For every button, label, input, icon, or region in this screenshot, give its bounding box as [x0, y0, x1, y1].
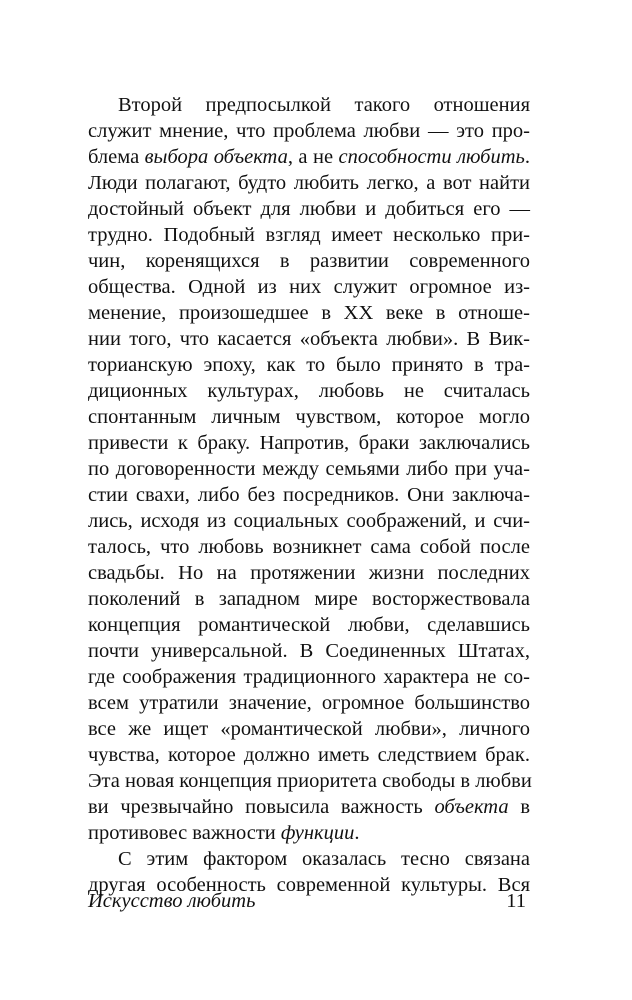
- text-segment: служит мнение, что проблема любви — это про-: [88, 120, 530, 142]
- text-line: [88, 586, 530, 612]
- italic-text: объекта: [434, 796, 509, 818]
- text-segment: Эта новая концепция приоритета свободы в любви: [88, 770, 532, 792]
- text-line: [88, 92, 530, 118]
- text-segment: свадьбы. Но на протяжении жизни последних: [88, 562, 530, 584]
- text-line: [88, 846, 530, 872]
- text-line: [88, 274, 530, 300]
- text-line: [88, 222, 530, 248]
- text-line: [88, 612, 530, 638]
- text-segment: .: [524, 146, 531, 168]
- body-text: [88, 92, 530, 898]
- text-segment: С этим фактором оказалась тесно связана: [118, 848, 530, 870]
- text-line: [88, 248, 530, 274]
- running-title: Искусство любить: [88, 890, 256, 912]
- text-line: [88, 794, 530, 820]
- text-line: [88, 716, 530, 742]
- text-line: [88, 456, 530, 482]
- text-line: [88, 170, 530, 196]
- text-segment: нии того, что касается «объекта любви». В Вик-: [88, 328, 530, 350]
- text-line: [88, 638, 530, 664]
- text-line: [88, 196, 530, 222]
- text-segment: ви чрезвычайно повысила важность: [88, 796, 435, 818]
- text-segment: Второй предпосылкой такого отношения: [118, 94, 530, 116]
- text-line: [88, 300, 530, 326]
- text-segment: поколений в западном мире восторжествовала: [88, 588, 530, 610]
- text-line: [88, 742, 530, 768]
- text-line: [88, 690, 530, 716]
- text-segment: достойный объект для любви и добиться его —: [88, 198, 530, 220]
- text-line: [88, 378, 530, 404]
- text-line: [88, 352, 530, 378]
- text-segment: чин, коренящихся в развитии современного: [88, 250, 530, 272]
- text-line: [88, 768, 530, 794]
- text-segment: стии свахи, либо без посредников. Они заключа-: [88, 484, 530, 506]
- text-segment: , а не: [287, 146, 339, 168]
- page-footer: [88, 888, 530, 914]
- text-segment: блема: [88, 146, 145, 168]
- text-segment: в: [508, 796, 531, 818]
- text-segment: спонтанным личным чувством, которое могло: [88, 406, 530, 428]
- text-segment: другая особенность современной культуры. Вся: [88, 874, 530, 896]
- text-segment: талось, что любовь возникнет сама собой после: [88, 536, 530, 558]
- page-number: 11: [506, 890, 526, 912]
- italic-text: функции: [280, 822, 355, 844]
- text-segment: привести к браку. Напротив, браки заключались: [88, 432, 530, 454]
- text-segment: чувства, которое должно иметь следствием брак.: [88, 744, 530, 766]
- italic-text: выбора объекта: [144, 146, 288, 168]
- text-line: [88, 664, 530, 690]
- text-segment: общества. Одной из них служит огромное из-: [88, 276, 530, 298]
- text-line: [88, 118, 530, 144]
- text-segment: где соображения традиционного характера не со-: [88, 666, 530, 688]
- text-segment: все же ищет «романтической любви», личного: [88, 718, 530, 740]
- text-line: [88, 534, 530, 560]
- italic-text: способности любить: [338, 146, 525, 168]
- text-segment: торианскую эпоху, как то было принято в тра-: [88, 354, 530, 376]
- text-segment: всем утратили значение, огромное большинство: [88, 692, 530, 714]
- text-segment: Люди полагают, будто любить легко, а вот найти: [88, 172, 530, 194]
- text-segment: трудно. Подобный взгляд имеет несколько при-: [88, 224, 530, 246]
- text-line: [88, 326, 530, 352]
- text-line: [88, 508, 530, 534]
- text-segment: противовес важности: [88, 822, 281, 844]
- text-segment: лись, исходя из социальных соображений, и счи-: [88, 510, 530, 532]
- text-line: [88, 482, 530, 508]
- text-segment: диционных культурах, любовь не считалась: [88, 380, 530, 402]
- text-segment: почти универсальной. В Соединенных Штатах,: [88, 640, 530, 662]
- text-line: [88, 430, 530, 456]
- text-line: [88, 820, 530, 846]
- text-segment: менение, произошедшее в XX веке в отноше-: [88, 302, 530, 324]
- text-line: [88, 404, 530, 430]
- text-segment: по договоренности между семьями либо при уча-: [88, 458, 530, 480]
- text-segment: концепция романтической любви, сделавшись: [88, 614, 530, 636]
- text-line: [88, 144, 530, 170]
- text-line: [88, 560, 530, 586]
- text-segment: .: [354, 822, 360, 844]
